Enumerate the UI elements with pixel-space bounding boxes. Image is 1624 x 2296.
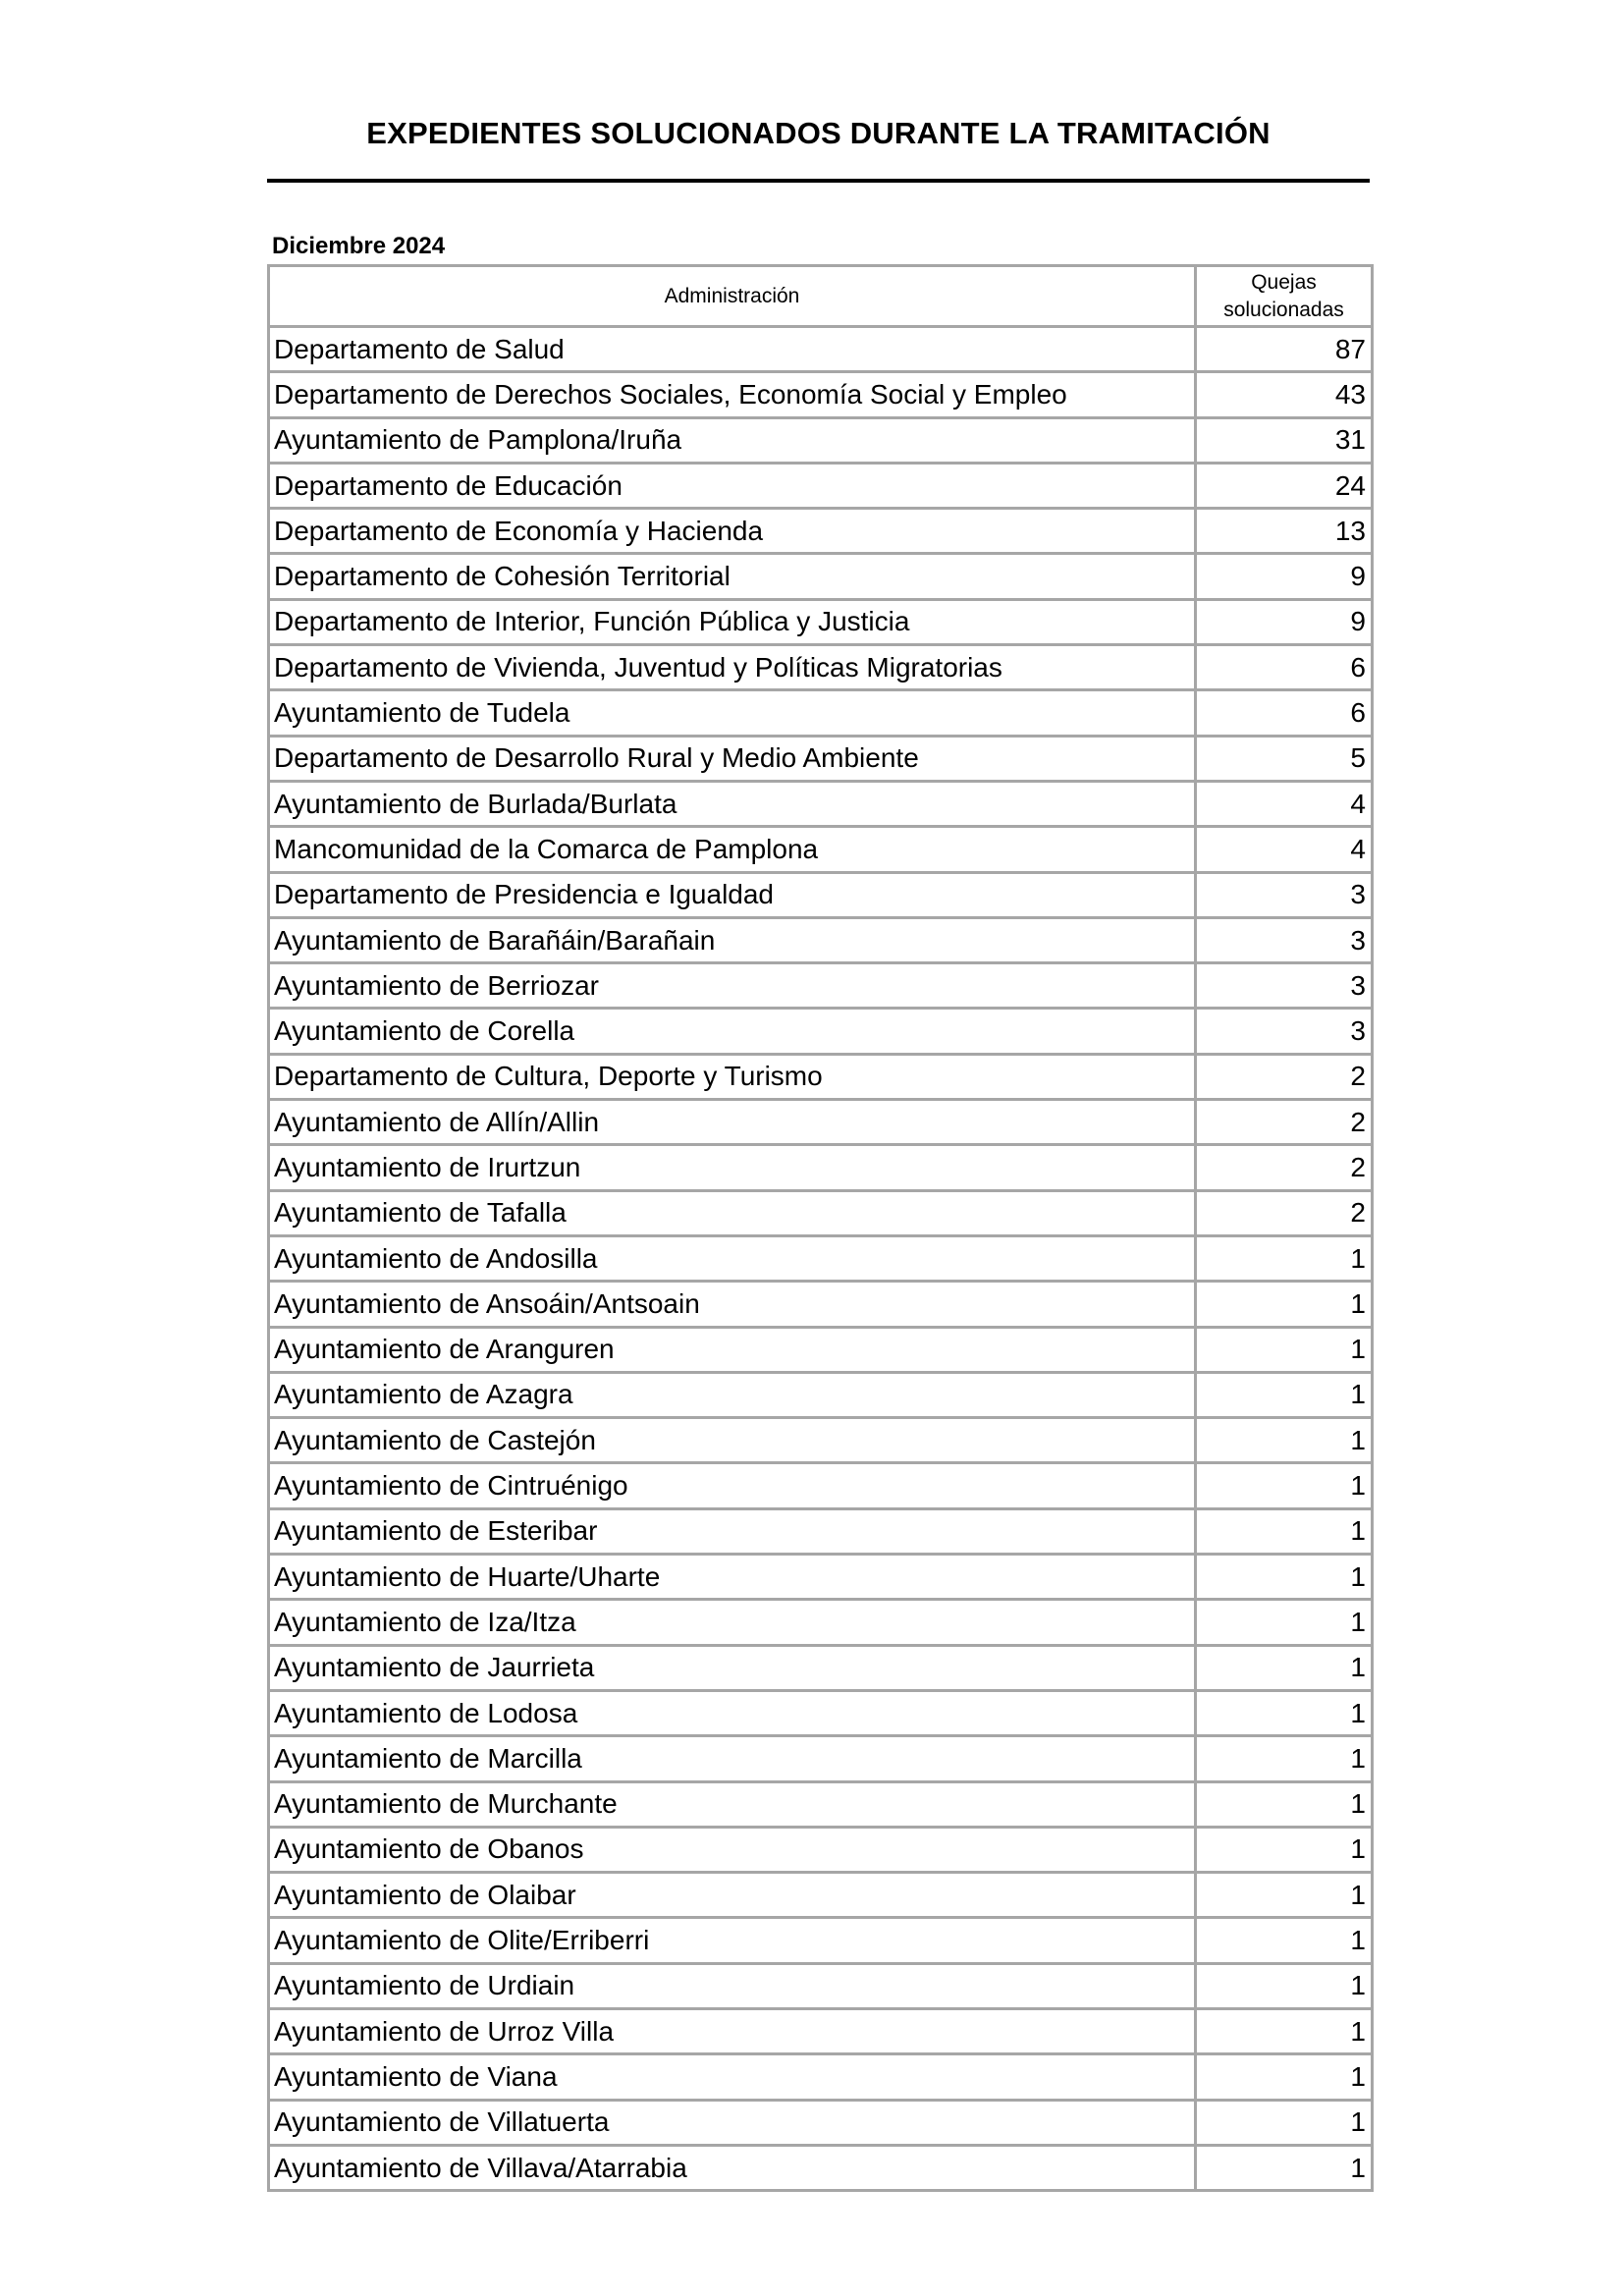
administration-name-cell: Ayuntamiento de Huarte/Uharte	[269, 1555, 1196, 1600]
administration-name-cell: Ayuntamiento de Burlada/Burlata	[269, 781, 1196, 826]
administration-name-cell: Ayuntamiento de Barañáin/Barañain	[269, 917, 1196, 962]
complaints-solved-cell: 1	[1196, 1736, 1373, 1781]
complaints-solved-cell: 6	[1196, 690, 1373, 736]
administration-name-cell: Ayuntamiento de Tafalla	[269, 1190, 1196, 1235]
column-header-administracion: Administración	[269, 266, 1196, 327]
complaints-solved-cell: 1	[1196, 2145, 1373, 2190]
table-row	[269, 1690, 1373, 1735]
complaints-table	[267, 264, 1374, 2192]
complaints-solved-cell: 2	[1196, 1054, 1373, 1099]
complaints-solved-cell: 1	[1196, 1963, 1373, 2008]
complaints-solved-cell: 3	[1196, 917, 1373, 962]
administration-name-cell: Ayuntamiento de Esteribar	[269, 1508, 1196, 1554]
administration-name-cell: Ayuntamiento de Iza/Itza	[269, 1600, 1196, 1645]
table-row	[269, 1963, 1373, 2008]
table-row	[269, 417, 1373, 463]
administration-name-cell: Ayuntamiento de Viana	[269, 2054, 1196, 2100]
complaints-solved-cell: 3	[1196, 963, 1373, 1009]
administration-name-cell: Ayuntamiento de Cintruénigo	[269, 1463, 1196, 1508]
complaints-solved-cell: 24	[1196, 463, 1373, 508]
administration-name-cell: Departamento de Presidencia e Igualdad	[269, 872, 1196, 917]
table-row	[269, 1327, 1373, 1372]
table-row	[269, 1463, 1373, 1508]
administration-name-cell: Departamento de Cultura, Deporte y Turismo	[269, 1054, 1196, 1099]
table-row	[269, 1508, 1373, 1554]
table-header-row	[269, 266, 1373, 327]
table-row	[269, 917, 1373, 962]
administration-name-cell: Ayuntamiento de Olite/Erriberri	[269, 1918, 1196, 1963]
complaints-solved-cell: 1	[1196, 1235, 1373, 1281]
table-row	[269, 1781, 1373, 1827]
complaints-solved-cell: 1	[1196, 2054, 1373, 2100]
complaints-solved-cell: 2	[1196, 1100, 1373, 1145]
administration-name-cell: Ayuntamiento de Murchante	[269, 1781, 1196, 1827]
administration-name-cell: Ayuntamiento de Ansoáin/Antsoain	[269, 1282, 1196, 1327]
table-row	[269, 1100, 1373, 1145]
administration-name-cell: Departamento de Desarrollo Rural y Medio Ambiente	[269, 736, 1196, 781]
administration-name-cell: Departamento de Economía y Hacienda	[269, 509, 1196, 554]
complaints-solved-cell: 5	[1196, 736, 1373, 781]
table-row	[269, 1418, 1373, 1463]
table-row	[269, 690, 1373, 736]
complaints-solved-cell: 4	[1196, 827, 1373, 872]
page-title: EXPEDIENTES SOLUCIONADOS DURANTE LA TRAMITACIÓN	[366, 116, 1271, 150]
administration-name-cell: Ayuntamiento de Pamplona/Iruña	[269, 417, 1196, 463]
administration-name-cell: Ayuntamiento de Andosilla	[269, 1235, 1196, 1281]
table-row	[269, 1873, 1373, 1918]
complaints-solved-cell: 1	[1196, 1372, 1373, 1417]
complaints-solved-cell: 1	[1196, 1873, 1373, 1918]
table-row	[269, 2100, 1373, 2145]
administration-name-cell: Ayuntamiento de Azagra	[269, 1372, 1196, 1417]
complaints-solved-cell: 87	[1196, 327, 1373, 372]
table-row	[269, 963, 1373, 1009]
complaints-solved-cell: 43	[1196, 372, 1373, 417]
table-row	[269, 1054, 1373, 1099]
column-header-quejas-line1: Quejas	[1251, 270, 1317, 294]
administration-name-cell: Ayuntamiento de Lodosa	[269, 1690, 1196, 1735]
table-row	[269, 1645, 1373, 1690]
table-row	[269, 645, 1373, 690]
table-row	[269, 1282, 1373, 1327]
complaints-solved-cell: 1	[1196, 2100, 1373, 2145]
table-row	[269, 599, 1373, 644]
table-row	[269, 1009, 1373, 1054]
complaints-solved-cell: 1	[1196, 1282, 1373, 1327]
complaints-solved-cell: 3	[1196, 1009, 1373, 1054]
administration-name-cell: Departamento de Interior, Función Pública y Justicia	[269, 599, 1196, 644]
complaints-solved-cell: 1	[1196, 1690, 1373, 1735]
complaints-solved-cell: 3	[1196, 872, 1373, 917]
table-row	[269, 463, 1373, 508]
complaints-solved-cell: 1	[1196, 1418, 1373, 1463]
table-row	[269, 736, 1373, 781]
table-row	[269, 1235, 1373, 1281]
table-row	[269, 2145, 1373, 2190]
table-row	[269, 1145, 1373, 1190]
administration-name-cell: Ayuntamiento de Olaibar	[269, 1873, 1196, 1918]
table-row	[269, 327, 1373, 372]
table-row	[269, 1555, 1373, 1600]
complaints-solved-cell: 31	[1196, 417, 1373, 463]
table-body	[269, 327, 1373, 2191]
complaints-solved-cell: 4	[1196, 781, 1373, 826]
complaints-solved-cell: 9	[1196, 554, 1373, 599]
administration-name-cell: Ayuntamiento de Villava/Atarrabia	[269, 2145, 1196, 2190]
column-header-quejas-line2: solucionadas	[1223, 298, 1344, 321]
administration-name-cell: Ayuntamiento de Castejón	[269, 1418, 1196, 1463]
complaints-solved-cell: 13	[1196, 509, 1373, 554]
title-divider	[267, 179, 1370, 183]
table-row	[269, 554, 1373, 599]
table-row	[269, 1190, 1373, 1235]
complaints-solved-cell: 1	[1196, 1508, 1373, 1554]
administration-name-cell: Ayuntamiento de Villatuerta	[269, 2100, 1196, 2145]
administration-name-cell: Ayuntamiento de Allín/Allin	[269, 1100, 1196, 1145]
table-row	[269, 781, 1373, 826]
administration-name-cell: Departamento de Derechos Sociales, Economía Social y Empleo	[269, 372, 1196, 417]
administration-name-cell: Ayuntamiento de Obanos	[269, 1827, 1196, 1872]
complaints-solved-cell: 1	[1196, 1327, 1373, 1372]
complaints-solved-cell: 1	[1196, 1645, 1373, 1690]
complaints-solved-cell: 1	[1196, 1918, 1373, 1963]
administration-name-cell: Departamento de Educación	[269, 463, 1196, 508]
administration-name-cell: Ayuntamiento de Berriozar	[269, 963, 1196, 1009]
table-row	[269, 1372, 1373, 1417]
table-row	[269, 1600, 1373, 1645]
administration-name-cell: Ayuntamiento de Irurtzun	[269, 1145, 1196, 1190]
table-row	[269, 827, 1373, 872]
complaints-solved-cell: 6	[1196, 645, 1373, 690]
administration-name-cell: Departamento de Vivienda, Juventud y Políticas Migratorias	[269, 645, 1196, 690]
table-row	[269, 1736, 1373, 1781]
administration-name-cell: Departamento de Cohesión Territorial	[269, 554, 1196, 599]
table-row	[269, 872, 1373, 917]
administration-name-cell: Ayuntamiento de Urroz Villa	[269, 2008, 1196, 2053]
table-row	[269, 1918, 1373, 1963]
complaints-solved-cell: 1	[1196, 2008, 1373, 2053]
complaints-solved-cell: 1	[1196, 1555, 1373, 1600]
complaints-solved-cell: 9	[1196, 599, 1373, 644]
complaints-solved-cell: 2	[1196, 1145, 1373, 1190]
column-header-quejas	[1196, 266, 1373, 327]
table-row	[269, 1827, 1373, 1872]
table-row	[269, 2008, 1373, 2053]
administration-name-cell: Ayuntamiento de Tudela	[269, 690, 1196, 736]
administration-name-cell: Departamento de Salud	[269, 327, 1196, 372]
table-row	[269, 2054, 1373, 2100]
table-row	[269, 509, 1373, 554]
complaints-solved-cell: 1	[1196, 1827, 1373, 1872]
administration-name-cell: Ayuntamiento de Corella	[269, 1009, 1196, 1054]
complaints-solved-cell: 1	[1196, 1781, 1373, 1827]
administration-name-cell: Ayuntamiento de Aranguren	[269, 1327, 1196, 1372]
complaints-solved-cell: 2	[1196, 1190, 1373, 1235]
complaints-solved-cell: 1	[1196, 1463, 1373, 1508]
table-row	[269, 372, 1373, 417]
period-label: Diciembre 2024	[272, 233, 446, 259]
administration-name-cell: Ayuntamiento de Jaurrieta	[269, 1645, 1196, 1690]
complaints-solved-cell: 1	[1196, 1600, 1373, 1645]
administration-name-cell: Ayuntamiento de Marcilla	[269, 1736, 1196, 1781]
administration-name-cell: Ayuntamiento de Urdiain	[269, 1963, 1196, 2008]
administration-name-cell: Mancomunidad de la Comarca de Pamplona	[269, 827, 1196, 872]
